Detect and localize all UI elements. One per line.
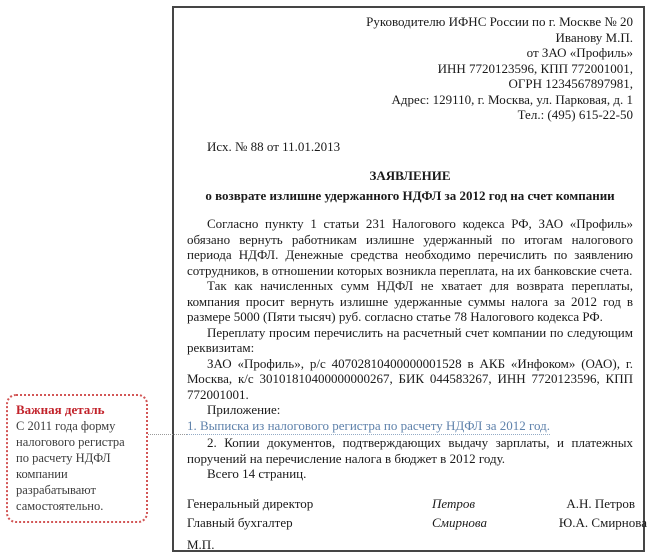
header-line: Тел.: (495) 615-22-50 xyxy=(517,107,633,122)
callout-text: С 2011 года форму налогового регистра по расчету НДФЛ компании разрабатывают самостоятельно. xyxy=(16,419,125,513)
recipient-block xyxy=(187,14,633,123)
signature-name: А.Н. Петров xyxy=(566,495,636,511)
body-paragraph: ЗАО «Профиль», р/с 40702810400000001528 в АКБ «Инфоком» (ОАО), г. Москва, к/с 30101810400000000267, БИК 044583267, ИНН 7720123596, КПП 772001001. xyxy=(187,355,633,402)
signature-row xyxy=(187,494,636,513)
attachment-item: 2. Копии документов, подтверждающих выдачу зарплаты, и платежных поручений на перечисление налога в бюджет в 2012 году. xyxy=(187,435,633,466)
total-pages: Всего 14 страниц. xyxy=(207,466,307,481)
body-paragraph: Так как начисленных сумм НДФЛ не хватает для возврата переплаты, компания просит вернуть излишне удержанные суммы налога за 2012 год в размере 5000 (Пяти тысяч) руб. согласно статье 78 Налогового кодекса РФ. xyxy=(187,278,633,324)
signature-autograph: Смирнова xyxy=(432,514,487,530)
attachment-label: Приложение: xyxy=(207,402,281,417)
header-line: Руководителю ИФНС России по г. Москве № 20 xyxy=(366,14,633,29)
document-page xyxy=(172,6,645,552)
doc-subtitle: о возврате излишне удержанного НДФЛ за 2012 год на счет компании xyxy=(205,188,615,203)
callout-title: Важная деталь xyxy=(16,402,105,417)
letter-body xyxy=(187,216,633,482)
header-line: ИНН 7720123596, КПП 772001001, xyxy=(437,60,633,76)
body-paragraph: Переплату просим перечислить на расчетный счет компании по следующим реквизитам: xyxy=(187,324,633,355)
header-line: ОГРН 1234567897981, xyxy=(508,76,633,91)
ref-number: Исх. № 88 от 11.01.2013 xyxy=(207,138,341,154)
body-paragraph: Согласно пункту 1 статьи 231 Налогового кодекса РФ, ЗАО «Профиль» обязано вернуть работникам излишне удержанный по итогам налогового периода НДФЛ. Денежные средства необходимо перечислить по заявлению сотрудников, в отношении которых возникла переплата, на их банковские счета. xyxy=(187,216,633,278)
header-line: от ЗАО «Профиль» xyxy=(526,45,633,60)
header-line: Иванову М.П. xyxy=(555,29,633,45)
signature-autograph: Петров xyxy=(432,495,476,511)
header-line: Адрес: 129110, г. Москва, ул. Парковая, д. 1 xyxy=(391,91,633,107)
attachment-item-highlighted: 1. Выписка из налогового регистра по расчету НДФЛ за 2012 год. xyxy=(187,418,550,436)
attachment-item-row xyxy=(187,418,633,436)
signature-position: Главный бухгалтер xyxy=(187,514,293,530)
stamp-label: М.П. xyxy=(187,536,215,552)
signature-name: Ю.А. Смирнова xyxy=(558,514,647,530)
signature-row xyxy=(187,513,647,532)
doc-title: ЗАЯВЛЕНИЕ xyxy=(369,168,451,183)
signature-block xyxy=(187,494,647,532)
callout-box xyxy=(6,394,148,523)
signature-position: Генеральный директор xyxy=(187,495,314,511)
